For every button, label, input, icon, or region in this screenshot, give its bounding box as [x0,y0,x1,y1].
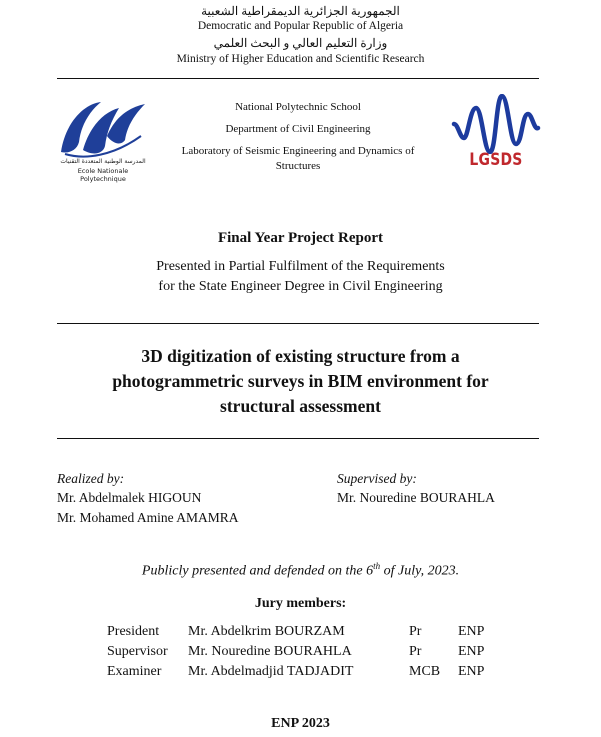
jury-institution: ENP [458,624,485,639]
header-divider [57,78,539,79]
degree-statement-line: Presented in Partial Fulfilment of the Requirements [156,259,445,274]
thesis-title-line: structural assessment [220,396,381,416]
enp-logo-arabic-caption: المدرسة الوطنية المتعددة التقنيات [60,158,146,165]
title-bottom-divider [57,438,539,439]
jury-role: President [107,624,160,639]
department-name: Department of Civil Engineering [225,123,371,135]
jury-row [0,624,601,644]
lgsds-logo-text: LGSDS [469,150,523,170]
jury-title: Jury members: [254,596,347,611]
ministry-name: Ministry of Higher Education and Scientific Research [176,53,425,65]
thesis-title-line: 3D digitization of existing structure from a [141,346,460,366]
school-name: National Polytechnic School [235,101,361,113]
enp-logo-icon [55,96,151,178]
jury-institution: ENP [458,644,485,659]
country-name: Democratic and Popular Republic of Algeria [197,20,404,32]
defense-day-suffix: th [373,561,381,571]
thesis-title-line: photogrammetric surveys in BIM environment for [112,371,489,391]
laboratory-name: Laboratory of Seismic Engineering and Dynamics of Structures [181,145,415,172]
jury-role: Examiner [107,664,162,679]
ministry-name-arabic: وزارة التعليم العالي و البحث العلمي [213,36,388,50]
footer-year: ENP 2023 [271,716,330,731]
jury-grade: Pr [409,624,422,639]
country-name-arabic: الجمهورية الجزائرية الديمقراطية الشعبية [201,4,400,18]
jury-row [0,664,601,684]
jury-grade: Pr [409,644,422,659]
jury-name: Mr. Nouredine BOURAHLA [188,644,352,659]
authors-label: Realized by: [57,471,125,486]
lgsds-wave-logo-icon [450,94,542,154]
title-top-divider [57,323,539,324]
degree-statement [0,257,601,297]
jury-name: Mr. Abdelmadjid TADJADIT [188,664,354,679]
defense-statement-date: of July, 2023. [380,563,460,579]
enp-logo-caption: Ecole Nationale Polytechnique [77,167,129,183]
jury-name: Mr. Abdelkrim BOURZAM [188,624,345,639]
jury-institution: ENP [458,664,485,679]
jury-row [0,644,601,664]
thesis-title [0,344,601,419]
defense-statement-text: Publicly presented and defended on the 6 [141,563,374,579]
supervisor-label: Supervised by: [337,471,417,486]
jury-grade: MCB [409,664,441,679]
author-name: Mr. Mohamed Amine AMAMRA [57,510,239,525]
degree-statement-line: for the State Engineer Degree in Civil Engineering [158,279,443,294]
supervisor-name: Mr. Nouredine BOURAHLA [337,490,495,505]
jury-role: Supervisor [107,644,168,659]
defense-statement [0,561,601,580]
author-name: Mr. Abdelmalek HIGOUN [57,490,202,505]
report-type: Final Year Project Report [217,230,384,246]
